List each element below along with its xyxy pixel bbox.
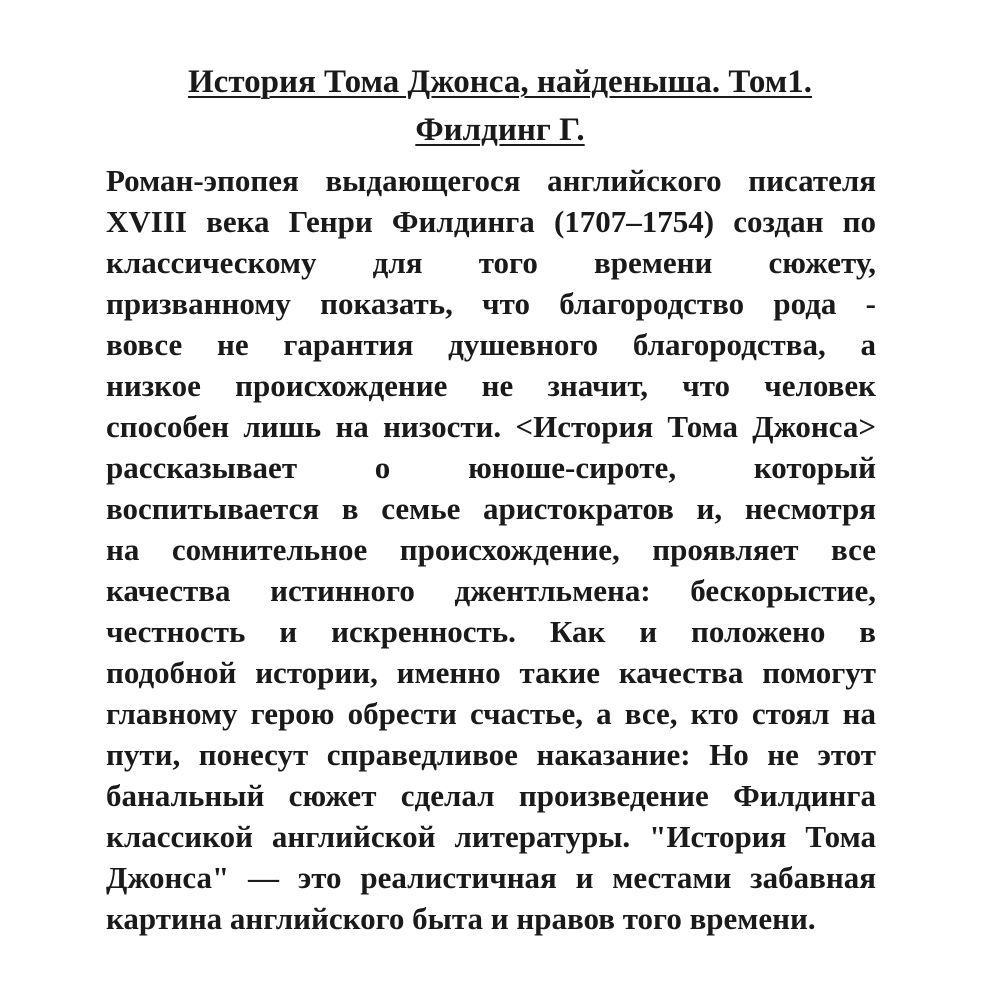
paragraph-line: способен лишь на низости. <История Тома Джонса> bbox=[106, 409, 876, 444]
description-paragraph bbox=[106, 160, 876, 939]
paragraph-line: главному герою обрести счастье, а все, кто стоял на bbox=[106, 696, 876, 731]
paragraph-line: вовсе не гарантия душевного благородства, а bbox=[106, 327, 876, 362]
paragraph-line: банальный сюжет сделал произведение Филдинга bbox=[106, 778, 876, 813]
paragraph-line: Роман-эпопея выдающегося английского писателя bbox=[106, 163, 876, 198]
paragraph-line: Джонса" — это реалистичная и местами забавная bbox=[106, 860, 876, 895]
paragraph-line: честность и искренность. Как и положено в bbox=[106, 614, 876, 649]
paragraph-line: подобной истории, именно такие качества помогут bbox=[106, 655, 876, 690]
title-line-book: История Тома Джонса, найденыша. Том1. bbox=[188, 64, 812, 100]
paragraph-line: низкое происхождение не значит, что человек bbox=[106, 368, 876, 403]
paragraph-line: картина английского быта и нравов того времени. bbox=[106, 901, 816, 936]
paragraph-line: классикой английской литературы. "История Тома bbox=[106, 819, 876, 854]
paragraph-line: призванному показать, что благородство рода - bbox=[106, 286, 876, 321]
title-line-author: Филдинг Г. bbox=[415, 112, 585, 148]
paragraph-line: на сомнительное происхождение, проявляет все bbox=[106, 532, 876, 567]
paragraph-line: качества истинного джентльмена: бескорыстие, bbox=[106, 573, 876, 608]
page-title bbox=[0, 58, 1000, 154]
paragraph-line: рассказывает о юноше-сироте, который bbox=[106, 450, 876, 485]
paragraph-line: классическому для того времени сюжету, bbox=[106, 245, 876, 280]
paragraph-line: XVIII века Генри Филдинга (1707–1754) создан по bbox=[106, 204, 876, 239]
paragraph-line: пути, понесут справедливое наказание: Но не этот bbox=[106, 737, 876, 772]
paragraph-line: воспитывается в семье аристократов и, несмотря bbox=[106, 491, 876, 526]
